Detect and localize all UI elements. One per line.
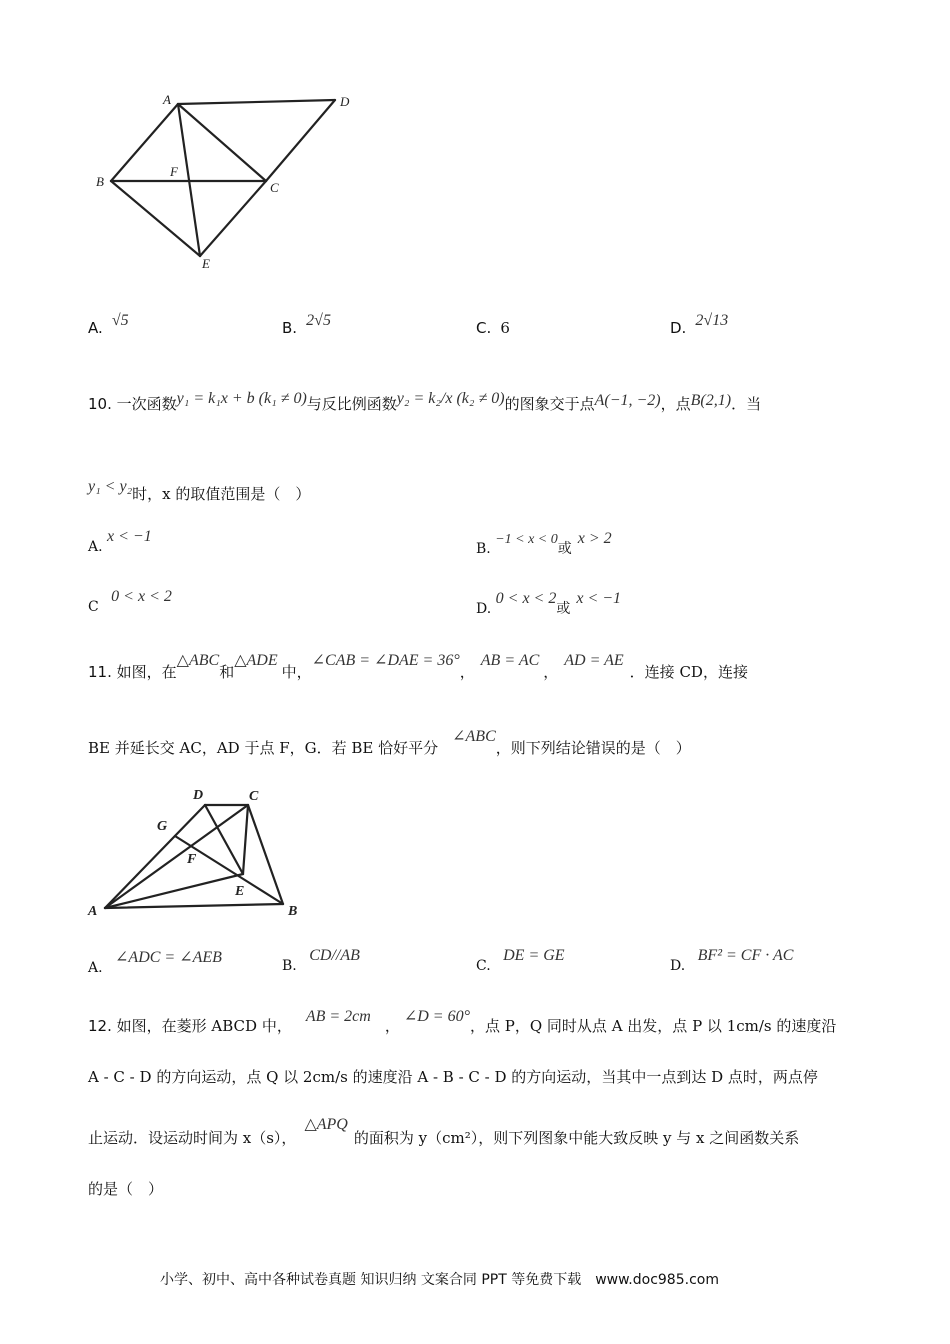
label-C: C <box>249 789 259 804</box>
text: ．当 <box>731 395 762 413</box>
q11-option-a[interactable] <box>88 949 222 977</box>
segment-AC <box>178 104 266 181</box>
figure-q9-quadrilateral <box>90 88 370 273</box>
option-value-2: x < −1 <box>576 590 622 607</box>
segment-CE <box>200 181 266 256</box>
q9-option-c[interactable] <box>476 318 510 337</box>
option-label: A. <box>88 539 103 555</box>
math-ad-ae: AD = AE <box>564 652 624 669</box>
text: A - C - D 的方向运动，点 Q 以 2cm/s 的速度沿 A - B - C - D 的方向运动，当其中一点到达 D 点时，两点停 <box>88 1068 818 1086</box>
q11-option-d[interactable] <box>670 947 794 975</box>
option-value: CD//AB <box>309 947 360 964</box>
label-E: E <box>202 256 210 271</box>
option-value: 2√5 <box>306 312 331 329</box>
math-point-B: B(2,1) <box>690 392 732 409</box>
q12-line2 <box>88 1066 818 1087</box>
label-D: D <box>193 788 204 803</box>
segment-AD <box>178 100 335 104</box>
q9-option-a[interactable] <box>88 312 129 338</box>
text: ．连接 CD，连接 <box>629 663 748 681</box>
math-angle-abc: ∠ABC <box>452 728 496 745</box>
text-or: 或 <box>557 541 572 557</box>
q10-line1 <box>88 390 762 414</box>
segment-BE <box>111 181 200 256</box>
option-value: BF² = CF · AC <box>697 947 794 964</box>
q12-line1 <box>88 1008 837 1036</box>
option-value: 2√13 <box>695 312 729 329</box>
math-triangle-apq: △APQ <box>304 1116 348 1133</box>
text: 与反比例函数 <box>306 395 397 413</box>
text: 一次函数 <box>116 395 177 413</box>
text: BE 并延长交 AC，AD 于点 F，G．若 BE 恰好平分 <box>88 739 439 757</box>
math-ab-ac: AB = AC <box>480 652 540 669</box>
math-angles: ∠CAB = ∠DAE = 36° <box>311 652 460 669</box>
text: 和 <box>219 663 235 681</box>
option-label: B. <box>282 319 298 337</box>
option-label: B. <box>476 541 491 557</box>
math-inverse-function: y₂ = k₂/x (k₂ ≠ 0) <box>396 390 505 407</box>
text: ，点 P，Q 同时从点 A 出发，点 P 以 1cm/s 的速度沿 <box>470 1017 837 1035</box>
q11-option-b[interactable] <box>282 947 360 975</box>
footer-text: 小学、初中、高中各种试卷真题 知识归纳 文案合同 PPT 等免费下载 www.doc985.com <box>160 1272 719 1288</box>
text: ，则下列结论错误的是（ ） <box>495 739 691 757</box>
q9-option-b[interactable] <box>282 312 331 338</box>
math-ab-length: AB = 2cm <box>305 1008 371 1025</box>
text: 止运动．设运动时间为 x（s）， <box>88 1129 297 1147</box>
option-value: x < −1 <box>107 528 152 545</box>
question-number: 10. <box>88 395 112 413</box>
segment-AC <box>105 805 248 908</box>
text: 时，x 的取值范围是（ ） <box>132 485 311 503</box>
text: 中， <box>281 663 312 681</box>
option-label: D. <box>476 601 492 617</box>
option-value: 0 < x < 2 <box>111 588 172 605</box>
option-label: D. <box>670 958 686 974</box>
option-value: ∠ADC = ∠AEB <box>115 949 222 966</box>
option-label: C. <box>476 319 492 337</box>
label-B: B <box>96 174 104 189</box>
option-label: C. <box>476 958 491 974</box>
q11-line2 <box>88 728 691 758</box>
option-value: 6 <box>500 319 510 337</box>
option-label: C <box>88 599 99 615</box>
q11-option-c[interactable] <box>476 947 565 975</box>
q12-line3 <box>88 1116 800 1148</box>
question-number: 12. <box>88 1017 112 1035</box>
option-value-2: x > 2 <box>577 530 612 547</box>
segment-DE <box>205 805 243 874</box>
text: 如图，在 <box>116 663 177 681</box>
label-B: B <box>288 904 298 919</box>
q9-option-d[interactable] <box>670 312 729 338</box>
label-G: G <box>157 819 168 834</box>
text: ， <box>384 1017 400 1035</box>
option-label: A. <box>88 960 103 976</box>
q10-option-a[interactable] <box>88 528 152 556</box>
q10-option-c[interactable] <box>88 588 172 616</box>
label-A: A <box>163 92 171 107</box>
text: 的面积为 y（cm²），则下列图象中能大致反映 y 与 x 之间函数关系 <box>353 1129 800 1147</box>
math-triangle-abc: △ABC <box>176 652 220 669</box>
math-point-A: A(−1, −2) <box>594 392 661 409</box>
text: ， <box>459 663 475 681</box>
figure-q11-triangles <box>85 783 315 923</box>
option-label: B. <box>282 958 297 974</box>
option-value: √5 <box>111 312 129 329</box>
segment-BG <box>175 836 283 904</box>
q10-option-d[interactable] <box>476 590 622 618</box>
q10-option-b[interactable] <box>476 530 612 558</box>
math-triangle-ade: △ADE <box>234 652 278 669</box>
option-value: −1 < x < 0 <box>495 532 558 547</box>
label-A: A <box>88 904 98 919</box>
text: 的是（ ） <box>88 1180 164 1198</box>
text: ， <box>543 663 559 681</box>
option-value: DE = GE <box>503 947 565 964</box>
math-linear-function: y₁ = k₁x + b (k₁ ≠ 0) <box>176 390 307 407</box>
math-condition: y₁ < y₂ <box>88 478 133 495</box>
segment-CB <box>248 805 283 904</box>
q10-line2 <box>88 478 311 504</box>
option-label: A. <box>88 319 103 337</box>
text: ，点 <box>660 395 691 413</box>
q11-line1 <box>88 652 748 682</box>
label-F: F <box>170 164 178 179</box>
math-angle-d: ∠D = 60° <box>403 1008 470 1025</box>
text: 如图，在菱形 ABCD 中， <box>116 1017 292 1035</box>
text-or: 或 <box>556 601 571 617</box>
segment-CE <box>243 805 248 874</box>
question-number: 11. <box>88 663 112 681</box>
q12-line4 <box>88 1178 163 1199</box>
label-E: E <box>235 884 245 899</box>
label-D: D <box>340 94 350 109</box>
option-value: 0 < x < 2 <box>495 590 557 607</box>
segment-AB <box>105 904 283 908</box>
option-label: D. <box>670 319 687 337</box>
label-F: F <box>187 852 197 867</box>
text: 的图象交于点 <box>504 395 595 413</box>
label-C: C <box>270 180 279 195</box>
segment-AB <box>111 104 178 181</box>
segment-AE <box>105 874 243 908</box>
segment-DC <box>266 100 335 181</box>
